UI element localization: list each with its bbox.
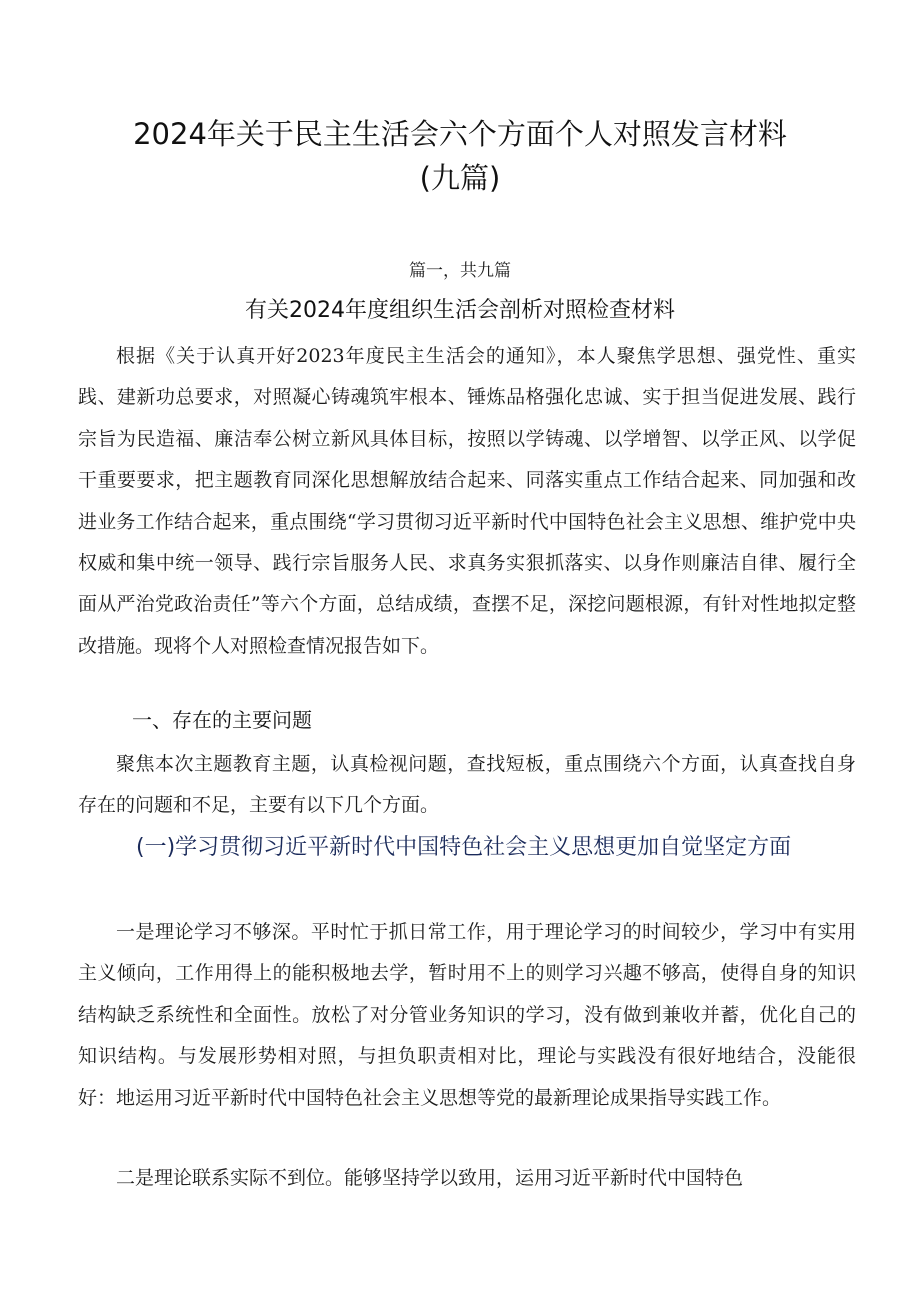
subsection-heading: (一)学习贯彻习近平新时代中国特色社会主义思想更加自觉坚定方面 <box>136 835 792 860</box>
section-intro-paragraph: 聚焦本次主题教育主题，认真检视问题，查找短板，重点围绕六个方面，认真查找自身存在的问题和不足，主要有以下几个方面。 <box>78 753 856 817</box>
document-title-suffix: (九篇) <box>419 161 501 195</box>
body-paragraph: 一是理论学习不够深。平时忙于抓日常工作，用于理论学习的时间较少，学习中有实用主义倾向，工作用得上的能积极地去学，暂时用不上的则学习兴趣不够高，使得自身的知识结构缺乏系统性和全面性。放松了对分管业务知识的学习，没有做到兼收并蓄，优化自己的知识结构。与发展形势相对照，与担负职责相对比，理论与实践没有很好地结合，没能很好：地运用习近平新时代中国特色社会主义思想等党的最新理论成果指导实践工作。 <box>78 921 856 1109</box>
intro-paragraph: 根据《关于认真开好2023年度民主生活会的通知》，本人聚焦学思想、强党性、重实践、建新功总要求，对照凝心铸魂筑牢根本、锤炼品格强化忠诚、实于担当促进发展、践行宗旨为民造福、廉洁奉公树立新风具体目标，按照以学铸魂、以学增智、以学正风、以学促干重要要求，把主题教育同深化思想解放结合起来、同落实重点工作结合起来、同加强和改进业务工作结合起来，重点围绕“学习贯彻习近平新时代中国特色社会主义思想、维护党中央权威和集中统一领导、践行宗旨服务人民、求真务实狠抓落实、以身作则廉洁自律、履行全面从严治党政治责任”等六个方面，总结成绩，查摆不足，深挖问题根源，有针对性地拟定整改措施。现将个人对照检查情况报告如下。 <box>78 345 856 657</box>
section-heading: 一、存在的主要问题 <box>132 708 312 732</box>
article-heading: 有关2024年度组织生活会剖析对照检查材料 <box>245 298 675 323</box>
article-index: 篇一，共九篇 <box>409 261 511 281</box>
body-paragraph: 二是理论联系实际不到位。能够坚持学以致用，运用习近平新时代中国特色 <box>116 1167 744 1189</box>
document-title: 2024年关于民主生活会六个方面个人对照发言材料 <box>133 117 787 151</box>
